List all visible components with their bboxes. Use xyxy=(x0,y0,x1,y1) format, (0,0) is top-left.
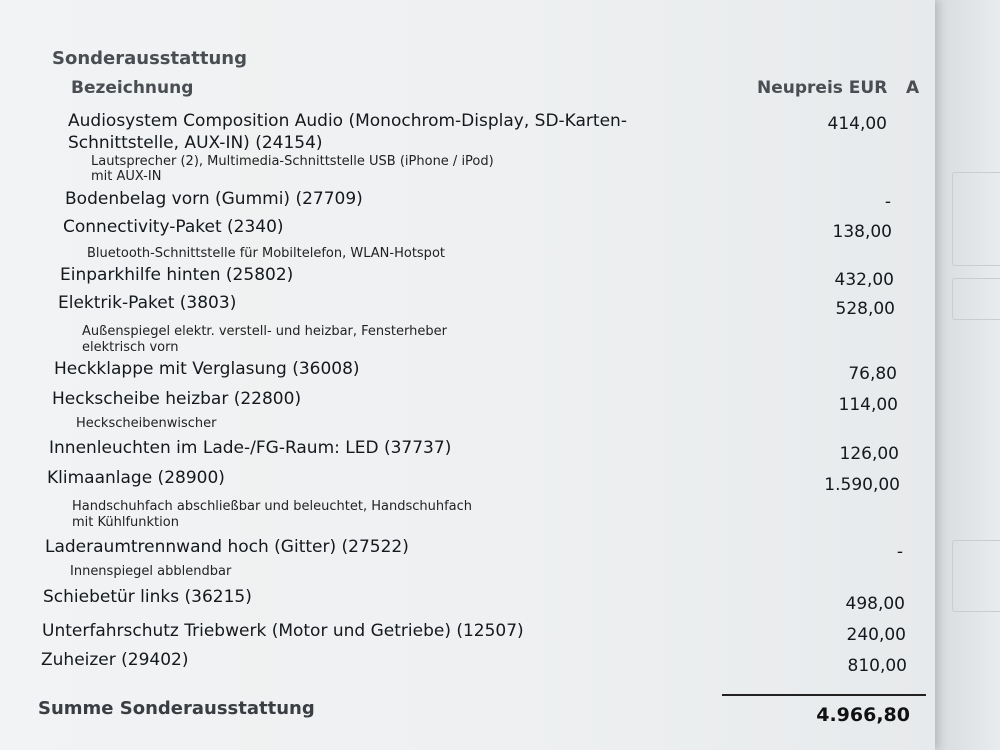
section-title: Sonderausstattung xyxy=(52,48,247,69)
item-name: Heckscheibe heizbar (22800) xyxy=(52,389,302,409)
item-name: Connectivity-Paket (2340) xyxy=(63,217,284,237)
item-price: 114,00 xyxy=(838,395,898,415)
underlying-form-box xyxy=(952,540,1000,612)
item-price: 1.590,00 xyxy=(824,475,900,495)
item-price: 528,00 xyxy=(835,299,895,319)
sum-divider xyxy=(722,694,926,696)
item-price: 498,00 xyxy=(845,594,905,614)
underlying-paper xyxy=(930,0,1000,750)
item-price: 810,00 xyxy=(847,656,907,676)
item-detail: Heckscheibenwischer xyxy=(76,416,217,431)
column-header-description: Bezeichnung xyxy=(71,78,194,98)
sum-value: 4.966,80 xyxy=(816,704,910,726)
item-name: Laderaumtrennwand hoch (Gitter) (27522) xyxy=(45,537,409,557)
item-detail: Innenspiegel abblendbar xyxy=(70,564,232,579)
item-name: Heckklappe mit Verglasung (36008) xyxy=(54,359,360,379)
item-name: Schiebetür links (36215) xyxy=(43,587,252,607)
underlying-form-box xyxy=(952,172,1000,266)
item-name: Unterfahrschutz Triebwerk (Motor und Getriebe) (12507) xyxy=(42,621,524,641)
item-price: 76,80 xyxy=(848,364,897,384)
item-detail: elektrisch vorn xyxy=(82,340,179,355)
item-price: 414,00 xyxy=(827,114,887,134)
item-name: Klimaanlage (28900) xyxy=(47,468,225,488)
item-price: 240,00 xyxy=(846,625,906,645)
item-detail: Handschuhfach abschließbar und beleuchtet, Handschuhfach xyxy=(72,499,473,514)
item-name-cont: Schnittstelle, AUX-IN) (24154) xyxy=(68,133,323,153)
column-header-extra: A xyxy=(906,78,920,98)
item-price: 126,00 xyxy=(839,444,899,464)
item-name: Innenleuchten im Lade-/FG-Raum: LED (37737) xyxy=(49,438,452,458)
item-name: Audiosystem Composition Audio (Monochrom-Display, SD-Karten- xyxy=(68,111,627,131)
item-detail: Außenspiegel elektr. verstell- und heizbar, Fensterheber xyxy=(82,324,447,339)
item-detail: Bluetooth-Schnittstelle für Mobiltelefon, WLAN-Hotspot xyxy=(87,246,445,261)
item-name: Zuheizer (29402) xyxy=(41,650,189,670)
sum-label: Summe Sonderausstattung xyxy=(38,698,315,719)
item-name: Bodenbelag vorn (Gummi) (27709) xyxy=(65,189,363,209)
underlying-form-box xyxy=(952,278,1000,320)
item-name: Elektrik-Paket (3803) xyxy=(58,293,237,313)
column-header-price: Neupreis EUR xyxy=(757,78,888,98)
item-detail: Lautsprecher (2), Multimedia-Schnittstelle USB (iPhone / iPod) xyxy=(91,154,494,169)
item-detail: mit Kühlfunktion xyxy=(72,515,179,530)
item-price: 138,00 xyxy=(832,222,892,242)
item-detail: mit AUX-IN xyxy=(91,169,162,184)
item-price: - xyxy=(884,192,891,212)
item-price: - xyxy=(896,542,903,562)
item-name: Einparkhilfe hinten (25802) xyxy=(60,265,294,285)
item-price: 432,00 xyxy=(834,270,894,290)
